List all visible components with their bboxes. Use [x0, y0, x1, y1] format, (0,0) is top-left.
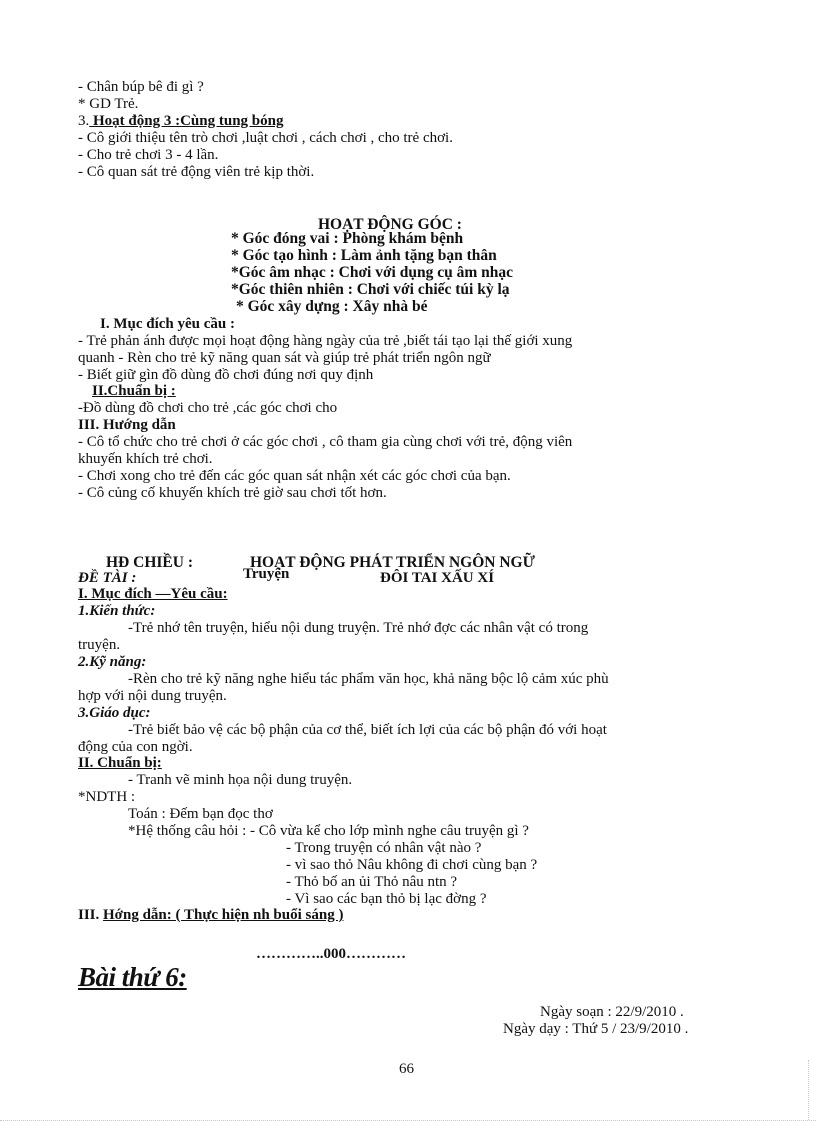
- text-line: - Chân búp bê đi gì ?: [78, 79, 204, 95]
- teach-date: Ngày dạy : Thứ 5 / 23/9/2010 .: [503, 1021, 689, 1037]
- question-line: - Thỏ bố an ủi Thỏ nâu ntn ?: [286, 874, 458, 890]
- text-line: *NDTH :: [78, 789, 136, 805]
- text-line: - Cho trẻ chơi 3 - 4 lần.: [78, 147, 219, 163]
- text-line: - Cô tổ chức cho trẻ chơi ở các góc chơi , cô tham gia cùng chơi với trẻ, động viên: [78, 434, 573, 450]
- text-line: khuyến khích trẻ chơi.: [78, 451, 213, 467]
- text-line: - Cô củng cố khuyến khích trẻ giờ sau chơi tốt hơn.: [78, 485, 387, 501]
- subheading: 3.Giáo dục:: [78, 705, 151, 721]
- corner-item: *Góc thiên nhiên : Chơi với chiếc túi kỳ lạ: [231, 281, 510, 298]
- guide-number: III.: [78, 907, 104, 923]
- question-line: - vì sao thỏ Nâu không đi chơi cùng bạn ?: [286, 857, 538, 873]
- question-line: - Trong truyện có nhân vật nào ?: [286, 840, 482, 856]
- text-line: truyện.: [78, 637, 121, 653]
- corner-item: * Góc đóng vai : Phòng khám bệnh: [231, 230, 464, 247]
- page-border-bottom: [0, 1120, 816, 1121]
- subheading: II.Chuẩn bị :: [92, 383, 176, 399]
- lesson-title: Bài thứ 6:: [78, 962, 187, 992]
- text-line: - Biết giữ gìn đồ dùng đồ chơi đúng nơi quy định: [78, 367, 374, 383]
- corner-item: * Góc tạo hình : Làm ảnh tặng bạn thân: [231, 247, 497, 264]
- text-line: - Tranh vẽ minh họa nội dung truyện.: [128, 772, 353, 788]
- text-line: * GD Trẻ.: [78, 96, 139, 112]
- prep-date: Ngày soạn : 22/9/2010 .: [540, 1004, 684, 1020]
- guide-text: Hớng dẫn: ( Thực hiện nh buổi sáng ): [103, 907, 344, 923]
- section-title: HOẠT ĐỘNG GÓC :: [318, 216, 462, 233]
- text-line: hợp với nội dung truyện.: [78, 688, 227, 704]
- subheading: III. Hướng dẫn: [78, 417, 176, 433]
- activity-number: 3.: [78, 113, 90, 129]
- text-line: -Rèn cho trẻ kỹ năng nghe hiểu tác phẩm văn học, khả năng bộc lộ cảm xúc phù: [128, 671, 609, 687]
- activity-title: Hoạt động 3 :Cùng tung bóng: [89, 113, 284, 129]
- afternoon-label: HĐ CHIỀU :: [106, 554, 193, 571]
- text-line: - Cô quan sát trẻ động viên trẻ kịp thời.: [78, 164, 315, 180]
- topic-label: ĐỀ TÀI :: [78, 570, 137, 586]
- subheading: I. Mục đích yêu cầu :: [100, 316, 235, 332]
- afternoon-title: HOẠT ĐỘNG PHÁT TRIỂN NGÔN NGỮ: [250, 554, 535, 571]
- subheading: 2.Kỹ năng:: [78, 654, 147, 670]
- text-line: -Đồ dùng đồ chơi cho trẻ ,các góc chơi cho: [78, 400, 338, 416]
- text-line: -Trẻ nhớ tên truyện, hiểu nội dung truyện. Trẻ nhớ đợc các nhân vật có trong: [128, 620, 589, 636]
- subheading: 1.Kiến thức:: [78, 603, 156, 619]
- separator: …………..000…………: [256, 946, 406, 962]
- text-line: động của con ngời.: [78, 739, 193, 755]
- topic-type: Truyện: [243, 566, 290, 582]
- page-border-right: [808, 1060, 809, 1120]
- text-line: -Trẻ biết bảo vệ các bộ phận của cơ thể, biết ích lợi của các bộ phận đó với hoạt: [128, 722, 607, 738]
- text-line: Toán : Đếm bạn đọc thơ: [128, 806, 273, 822]
- guide-heading: [78, 907, 343, 924]
- question-line: - Vì sao các bạn thỏ bị lạc đờng ?: [286, 891, 487, 907]
- question-line: *Hệ thống câu hỏi : - Cô vừa kể cho lớp mình nghe câu truyện gì ?: [128, 823, 529, 839]
- corner-item: * Góc xây dựng : Xây nhà bé: [236, 298, 428, 315]
- topic-name: ĐÔI TAI XẤU XÍ: [380, 570, 495, 586]
- text-line: quanh - Rèn cho trẻ kỹ năng quan sát và giúp trẻ phát triển ngôn ngữ: [78, 350, 491, 366]
- corner-item: *Góc âm nhạc : Chơi với dụng cụ âm nhạc: [231, 264, 513, 281]
- page-number: 66: [399, 1061, 414, 1077]
- subheading: I. Mục đích —Yêu cầu:: [78, 586, 228, 602]
- subheading: II. Chuẩn bị:: [78, 755, 162, 771]
- activity-heading: [78, 113, 283, 130]
- text-line: - Chơi xong cho trẻ đến các góc quan sát nhận xét các góc chơi của bạn.: [78, 468, 511, 484]
- text-line: - Trẻ phản ánh được mọi hoạt động hàng ngày của trẻ ,biết tái tạo lại thế giới xung: [78, 333, 573, 349]
- text-line: - Cô giới thiệu tên trò chơi ,luật chơi , cách chơi , cho trẻ chơi.: [78, 130, 453, 146]
